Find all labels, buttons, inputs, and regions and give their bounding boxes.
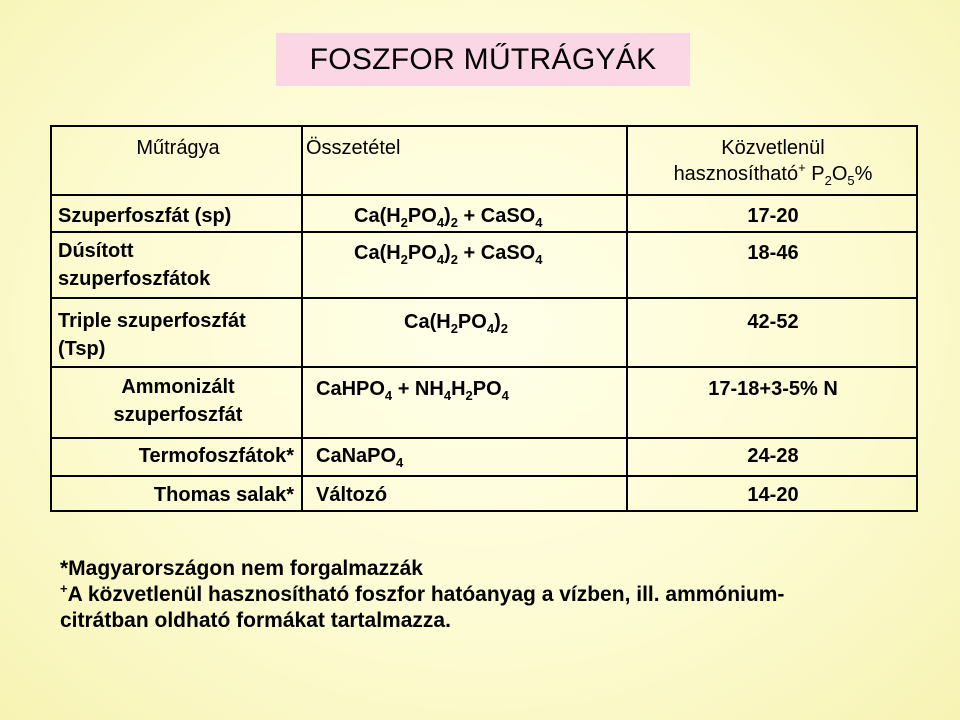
row-divider (52, 231, 916, 233)
row-name: Thomas salak* (153, 484, 294, 506)
column-divider-2 (626, 127, 628, 510)
header-available (632, 136, 914, 186)
header-fertilizer: Műtrágya (136, 137, 220, 159)
row-composition: CaNaPO$_4$ (316, 445, 404, 470)
row-divider (52, 475, 916, 477)
row-name: Termofoszfátok* (138, 445, 294, 467)
row-value: 17-20 (747, 205, 799, 227)
row-name: Ammonizált szuperfoszfát (113, 376, 243, 426)
fertilizer-table (50, 125, 918, 512)
row-divider (52, 437, 916, 439)
page-title: FOSZFOR MŰTRÁGYÁK (309, 42, 657, 76)
row-name: Triple szuperfoszfát (Tsp) (58, 310, 246, 360)
header-available-line1: Közvetlenül (721, 137, 825, 159)
row-divider (52, 297, 916, 299)
row-value: 18-46 (747, 242, 799, 264)
row-composition: CaHPO$_4$ + $NH_4H_2PO_4$ (316, 378, 509, 403)
title-box (276, 33, 690, 86)
footnote-1: *Magyarországon nem forgalmazzák (60, 557, 423, 580)
row-value: 14-20 (747, 484, 799, 506)
row-composition: $Ca(H_2PO_4)_2$ + CaSO$_4$ (354, 242, 543, 267)
footnote-2: +A közvetlenül hasznosítható foszfor hatóanyag a vízben, ill. ammónium- (60, 581, 785, 606)
row-name: Szuperfoszfát (sp) (58, 205, 232, 227)
column-divider-1 (301, 127, 303, 510)
row-composition: $Ca(H_2PO_4)_2$ + CaSO$_4$ (354, 205, 543, 230)
row-value: 24-28 (747, 445, 799, 467)
row-divider (52, 366, 916, 368)
row-value: 17-18+3-5% N (708, 378, 838, 400)
header-composition: Összetétel (306, 137, 401, 159)
footnotes (60, 556, 784, 634)
row-divider (52, 194, 916, 196)
row-composition: Változó (316, 484, 388, 506)
header-available-line2: hasznosítható+ $P_2O_5\%$ (673, 160, 873, 188)
row-composition: $Ca(H_2PO_4)_2$ (404, 311, 508, 336)
row-value: 42-52 (747, 311, 799, 333)
row-name: Dúsított szuperfoszfátok (58, 240, 211, 290)
footnote-3: citrátban oldható formákat tartalmazza. (60, 609, 451, 632)
